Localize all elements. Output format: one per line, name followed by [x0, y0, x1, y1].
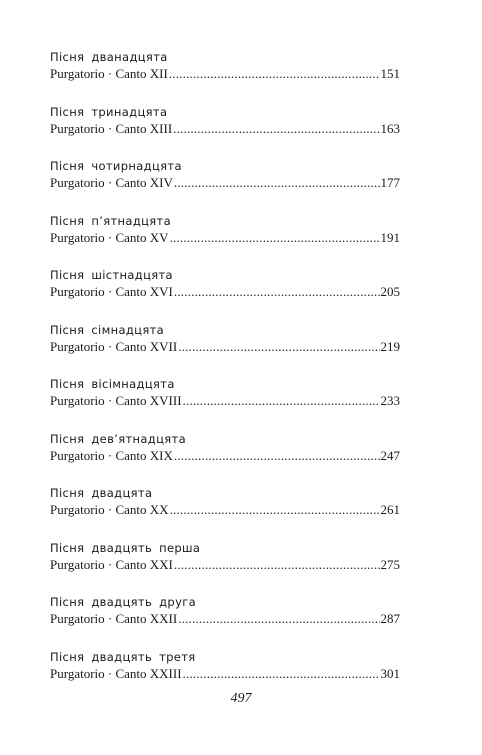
dot-leader — [178, 338, 379, 356]
toc-line — [50, 556, 400, 574]
canto-page-number: 219 — [380, 338, 400, 354]
canto-subtitle: Purgatorio · Canto XIII — [50, 120, 173, 136]
canto-subtitle: Purgatorio · Canto XV — [50, 229, 169, 245]
canto-subtitle: Purgatorio · Canto XXI — [50, 556, 173, 572]
canto-title: Пісня двадцять друга — [50, 595, 197, 609]
dot-leader — [174, 174, 380, 192]
canto-title: Пісня п’ятнадцята — [50, 213, 172, 228]
canto-page-number: 151 — [380, 66, 400, 81]
toc-entry — [50, 322, 400, 377]
canto-page-number: 205 — [380, 284, 400, 299]
toc-entry — [50, 158, 400, 213]
canto-subtitle: Purgatorio · Canto XVIII — [50, 393, 182, 408]
toc-line — [50, 120, 400, 138]
canto-page-number: 275 — [380, 556, 400, 572]
dot-leader — [174, 556, 380, 574]
toc-entry — [50, 104, 400, 159]
table-of-contents — [50, 49, 400, 703]
toc-entry — [50, 49, 400, 104]
toc-line — [50, 447, 400, 465]
canto-title: Пісня дев’ятнадцята — [50, 431, 186, 446]
toc-line — [50, 229, 400, 247]
canto-page-number: 177 — [380, 175, 400, 190]
canto-title: Пісня двадцята — [50, 486, 153, 500]
canto-page-number: 287 — [380, 611, 400, 626]
toc-entry — [50, 594, 400, 649]
canto-subtitle: Purgatorio · Canto XII — [50, 66, 168, 81]
toc-line — [50, 610, 400, 628]
canto-subtitle: Purgatorio · Canto XIV — [50, 175, 173, 190]
dot-leader — [170, 229, 380, 247]
page-number: 497 — [230, 691, 252, 706]
canto-title: Пісня двадцять перша — [50, 540, 201, 555]
toc-entry — [50, 376, 400, 431]
canto-title: Пісня сімнадцята — [50, 322, 165, 337]
canto-title: Пісня чотирнадцята — [50, 159, 182, 173]
dot-leader — [174, 283, 380, 301]
canto-subtitle: Purgatorio · Canto XXII — [50, 611, 178, 626]
toc-line — [50, 501, 400, 519]
dot-leader — [169, 65, 380, 83]
toc-line — [50, 665, 400, 683]
canto-title: Пісня вісімнадцята — [50, 377, 175, 391]
canto-subtitle: Purgatorio · Canto XIX — [50, 447, 173, 463]
toc-line — [50, 174, 400, 192]
toc-entry — [50, 213, 400, 268]
canto-page-number: 301 — [380, 665, 400, 681]
dot-leader — [173, 120, 379, 138]
canto-subtitle: Purgatorio · Canto XX — [50, 502, 169, 517]
toc-entry — [50, 431, 400, 486]
dot-leader — [178, 610, 379, 628]
toc-line — [50, 392, 400, 410]
canto-title: Пісня дванадцята — [50, 50, 168, 64]
toc-entry — [50, 540, 400, 595]
toc-line — [50, 65, 400, 83]
canto-page-number: 233 — [380, 393, 400, 408]
canto-page-number: 247 — [380, 447, 400, 463]
canto-subtitle: Purgatorio · Canto XVII — [50, 338, 178, 354]
canto-subtitle: Purgatorio · Canto XVI — [50, 284, 173, 299]
dot-leader — [174, 447, 380, 465]
toc-entry — [50, 485, 400, 540]
canto-subtitle: Purgatorio · Canto XXIII — [50, 665, 182, 681]
canto-page-number: 191 — [380, 229, 400, 245]
dot-leader — [183, 392, 380, 410]
dot-leader — [183, 665, 380, 683]
canto-title: Пісня двадцять третя — [50, 649, 196, 664]
toc-entry — [50, 267, 400, 322]
canto-page-number: 261 — [380, 502, 400, 517]
canto-page-number: 163 — [380, 120, 400, 136]
canto-title: Пісня шістнадцята — [50, 268, 173, 282]
canto-title: Пісня тринадцята — [50, 104, 168, 119]
dot-leader — [170, 501, 380, 519]
toc-line — [50, 338, 400, 356]
toc-line — [50, 283, 400, 301]
